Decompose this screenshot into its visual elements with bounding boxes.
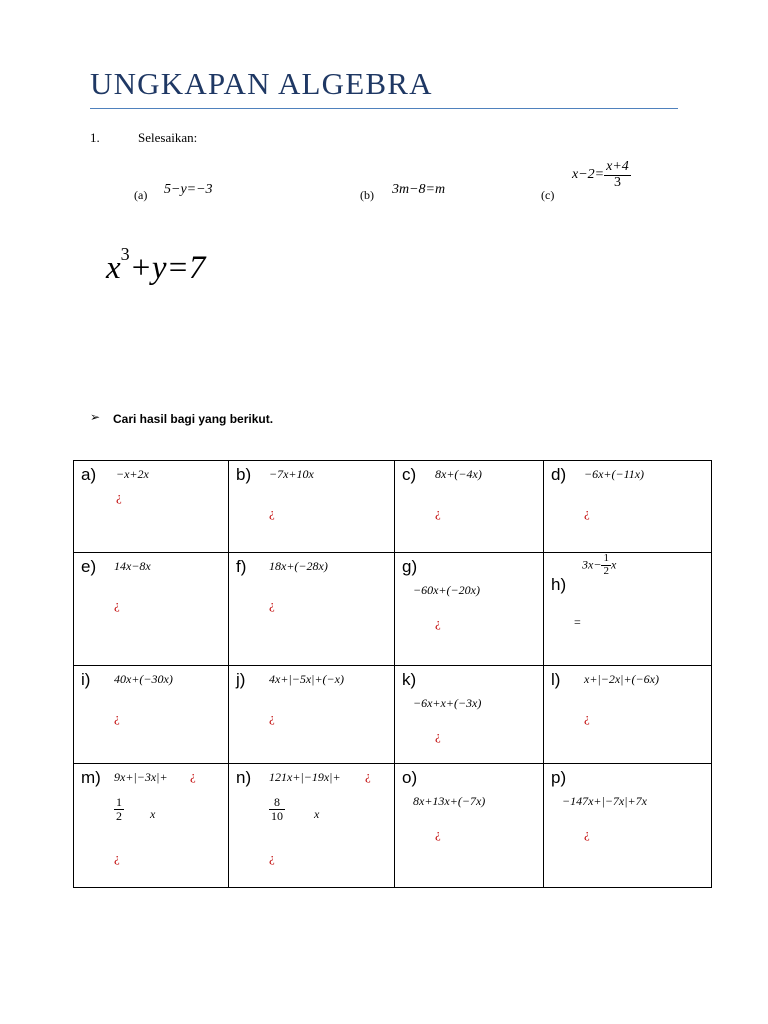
answer-marker: ¿ [435,826,441,841]
answer-marker: ¿ [114,850,120,865]
cell-m-denominator: 2 [116,808,122,823]
arrow-bullet-icon: ➢ [90,410,101,424]
cell-j-expression: 4x+|−5x|+(−x) [269,672,344,686]
answer-marker: ¿ [116,489,122,504]
cell-i-label: i) [81,670,91,689]
part-c-equation [572,160,631,190]
big-equation-base: x [106,250,121,286]
part-c-denominator: 3 [613,174,621,190]
cell-n-variable: x [314,807,320,821]
cell-f-expression: 18x+(−28x) [269,559,328,573]
cell-f [229,553,395,666]
cell-n-label: n) [236,768,252,787]
answer-marker: ¿ [269,597,275,612]
exercise-table [73,460,712,888]
cell-c-expression: 8x+(−4x) [435,467,482,481]
answer-marker: ¿ [114,597,120,612]
part-a-label: (a) [134,188,148,202]
cell-n [229,764,395,888]
part-c-numerator: x+4 [606,159,629,174]
big-equation-rest: +y=7 [129,250,206,286]
cell-n-denominator: 10 [271,808,283,823]
cell-d [544,461,712,553]
cell-o [395,764,544,888]
cell-b [229,461,395,553]
cell-b-expression: −7x+10x [269,467,314,481]
cell-i-expression: 40x+(−30x) [114,672,173,686]
answer-marker: ¿ [435,615,441,630]
big-equation-exponent: 3 [120,244,130,264]
answer-marker: ¿ [269,710,275,725]
answer-marker: ¿ [269,850,275,865]
cell-m-label: m) [81,768,101,787]
cell-d-label: d) [551,465,567,484]
answer-marker: ¿ [584,505,590,520]
cell-g [395,553,544,666]
question-instruction: Selesaikan: [138,130,198,145]
section-instruction: Cari hasil bagi yang berikut. [113,412,274,426]
cell-b-label: b) [236,465,252,484]
answer-marker: ¿ [584,826,590,841]
answer-marker: ¿ [114,710,120,725]
cell-e-expression: 14x−8x [114,559,151,573]
part-c-fraction [604,160,631,190]
answer-marker: ¿ [269,505,275,520]
cell-h-lead: 3x− [582,557,602,572]
answer-marker: ¿ [365,768,371,783]
cell-e-label: e) [81,557,97,576]
title-underline [90,108,678,109]
cell-m-fraction [114,796,124,822]
cell-l [544,666,712,764]
cell-g-label: g) [402,557,418,576]
cell-h-numerator: 1 [603,552,609,564]
cell-n-numerator: 8 [269,796,285,810]
cell-o-expression: 8x+13x+(−7x) [413,794,486,808]
cell-m [74,764,229,888]
cell-l-label: l) [551,670,561,689]
cell-k-expression: −6x+x+(−3x) [413,696,482,710]
cell-j [229,666,395,764]
cell-j-label: j) [236,670,246,689]
cell-n-expression: 121x+|−19x|+ [269,770,341,784]
answer-marker: ¿ [190,768,196,783]
cell-m-variable: x [150,807,156,821]
cell-h [544,553,712,666]
cell-h-tail: x [610,557,617,572]
cell-l-expression: x+|−2x|+(−6x) [584,672,659,686]
cell-n-fraction [269,796,285,822]
cell-h-equals: = [574,615,581,629]
cell-p-label: p) [551,768,567,787]
cell-c-label: c) [402,465,417,484]
part-a-equation: 5−y=−3 [164,182,213,197]
cell-a-label: a) [81,465,97,484]
part-c-label: (c) [541,188,555,202]
cell-g-expression: −60x+(−20x) [413,583,480,597]
cell-o-label: o) [402,768,418,787]
cell-k-label: k) [402,670,417,689]
cell-m-expression: 9x+|−3x|+ [114,770,168,784]
question-number: 1. [90,130,100,145]
cell-h-label: h) [551,575,567,594]
answer-marker: ¿ [584,710,590,725]
answer-marker: ¿ [435,505,441,520]
answer-marker: ¿ [435,728,441,743]
cell-h-expression [582,553,616,577]
part-c-left: x−2= [572,167,605,183]
part-b-equation: 3m−8=m [392,182,446,197]
big-equation [106,244,206,287]
cell-e [74,553,229,666]
cell-f-label: f) [236,557,247,576]
cell-k [395,666,544,764]
cell-c [395,461,544,553]
cell-p [544,764,712,888]
cell-p-expression: −147x+|−7x|+7x [562,794,647,808]
cell-i [74,666,229,764]
cell-m-numerator: 1 [116,795,122,809]
page-title: UNGKAPAN ALGEBRA [90,66,433,101]
cell-h-fraction [601,553,611,577]
cell-d-expression: −6x+(−11x) [584,467,645,481]
part-b-label: (b) [360,188,374,202]
cell-a-expression: −x+2x [116,467,149,481]
cell-a [74,461,229,553]
cell-h-denominator: 2 [603,564,609,577]
